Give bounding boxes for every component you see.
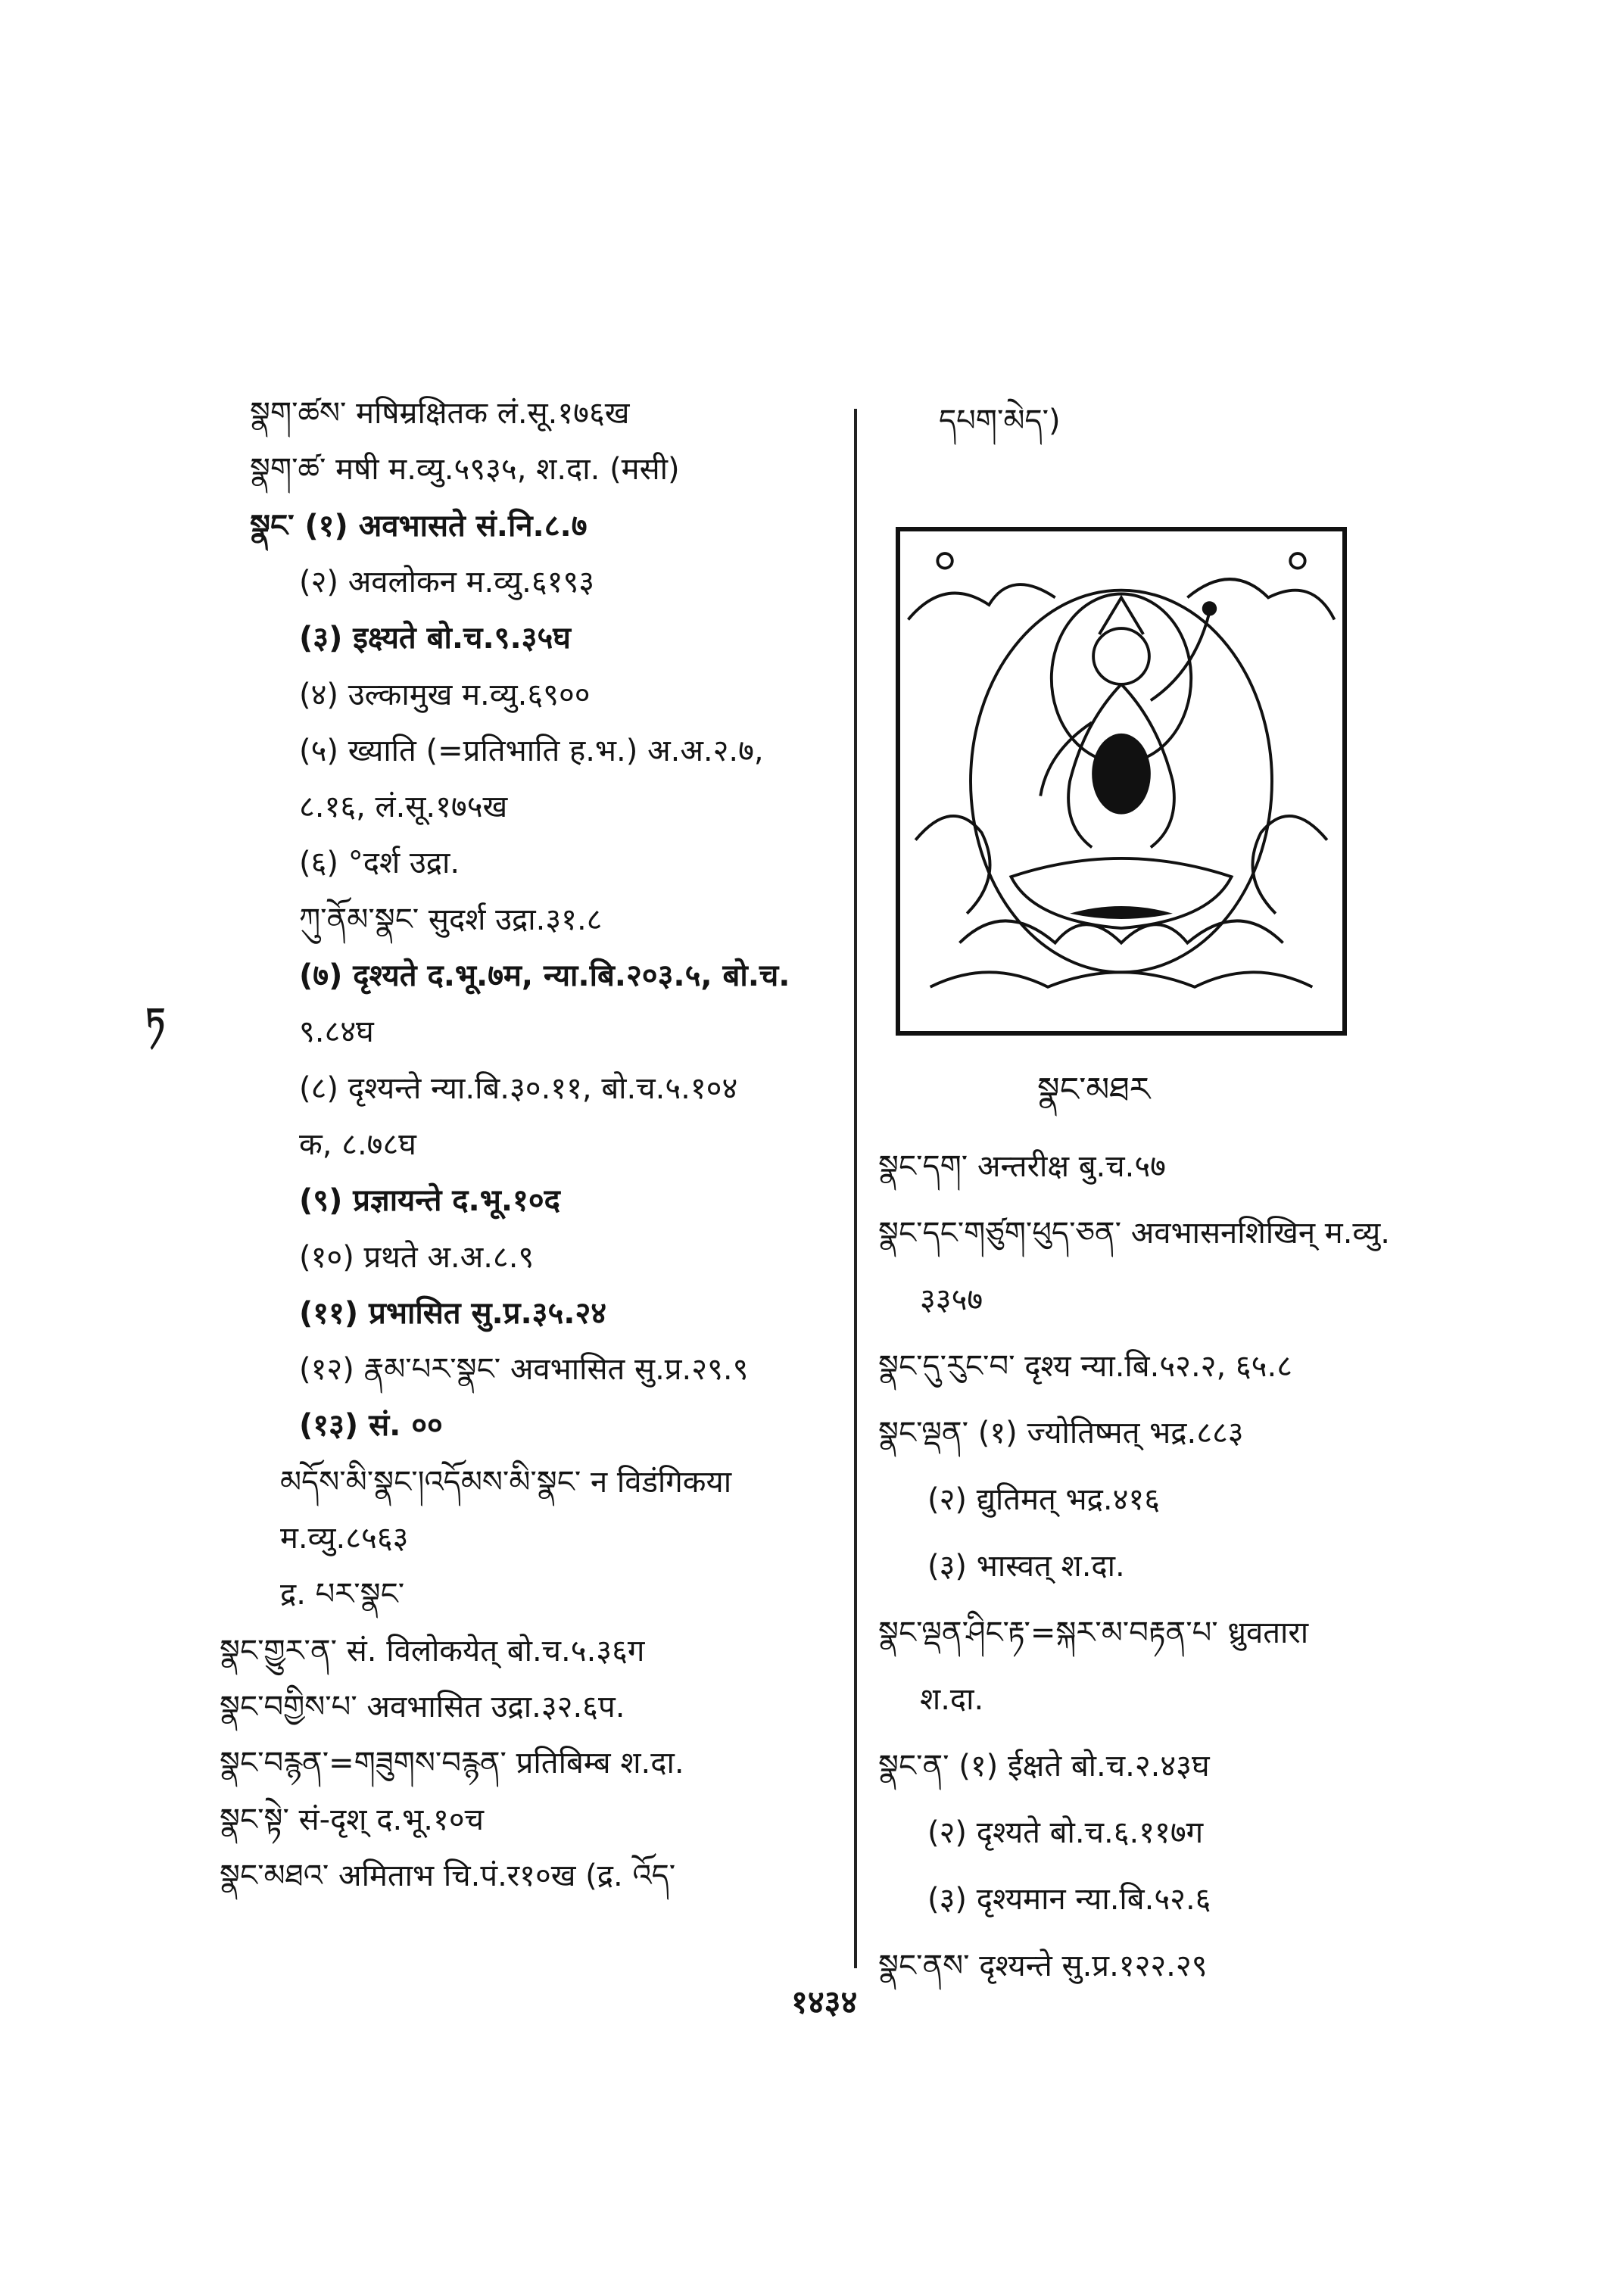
- dictionary-entry-line: (१०) प्रथते अ.अ.८.९: [299, 1239, 535, 1275]
- dictionary-entry-line-right: སྣང་ནས་ दृश्यन्ते सु.प्र.१२२.२९: [878, 1949, 1208, 1983]
- column-divider: [854, 409, 857, 1968]
- dictionary-entry-line: (१२) རྣམ་པར་སྣང་ अवभासित सु.प्र.२९.९: [299, 1352, 749, 1388]
- deity-illustration: [896, 527, 1347, 1036]
- dictionary-entry-line: སྣག་ཚས་ मषिम्रक्षितक लं.सू.१७६ख: [250, 396, 630, 431]
- dictionary-entry-line: སྣང་མཐའ་ अमिताभ चि.पं.र१०ख (द्र. འོད་: [220, 1858, 676, 1893]
- dictionary-entry-line: ९.८४घ: [299, 1014, 374, 1050]
- dictionary-entry-line: (७) दृश्यते द.भू.७म, न्या.बि.२०३.५, बो.च.: [299, 958, 790, 993]
- dictionary-entry-line: (४) उल्कामुख म.व्यु.६९००: [299, 677, 591, 712]
- dictionary-entry-line-right: (२) द्युतिमत् भद्र.४१६: [927, 1482, 1160, 1517]
- dictionary-entry-line: སྣང་བགྱིས་པ་ अवभासित उद्रा.३२.६प.: [220, 1689, 625, 1724]
- dictionary-entry-line: ८.१६, लं.सू.१७५ख: [299, 790, 508, 825]
- dictionary-entry-line-right: སྣང་ལྡན་ཤིང་རྟ་=སྐར་མ་བརྟན་པ་ ध्रुवतारा: [878, 1615, 1309, 1650]
- page-number: १४३४: [791, 1983, 858, 2020]
- dictionary-entry-line-right: (३) दृश्यमान न्या.बि.५२.६: [927, 1882, 1211, 1917]
- dictionary-entry-line: (२) अवलोकन म.व्यु.६१९३: [299, 564, 595, 600]
- dictionary-entry-line-right: (३) भास्वत् श.दा.: [927, 1549, 1125, 1584]
- dictionary-entry-line: द्र. པར་སྣང་: [280, 1577, 405, 1612]
- deity-illustration-drawing: [900, 531, 1342, 1031]
- figure-caption: སྣང་མཐར: [1037, 1070, 1151, 1109]
- dictionary-entry-line: (१३) सं. ००: [299, 1408, 443, 1444]
- dictionary-entry-line: क, ८.७८घ: [299, 1126, 416, 1162]
- dictionary-entry-line: སྣང་ (१) अवभासते सं.नि.८.७: [250, 508, 588, 544]
- dictionary-entry-line-right: སྣང་དུ་རུང་བ་ दृश्य न्या.बि.५२.२, ६५.८: [878, 1349, 1292, 1384]
- dictionary-entry-line: (११) प्रभासित सु.प्र.३५.२४: [299, 1295, 607, 1331]
- dictionary-entry-line: སྣང་སྟེ་ सं-दृश् द.भू.१०च: [220, 1802, 485, 1837]
- dictionary-entry-line: སྣང་བརྙན་=གཟུགས་བརྙན་ प्रतिबिम्ब श.दा.: [220, 1746, 684, 1781]
- dictionary-entry-line: ཀུ་ནོམ་སྣང་ सुदर्श उद्रा.३१.८: [299, 902, 603, 937]
- dictionary-entry-line: མདོས་མི་སྣང་།འདོམས་མི་སྣང་ न विडंगिकया: [280, 1464, 732, 1500]
- dictionary-entry-line-right: श.दा.: [920, 1682, 984, 1717]
- dictionary-entry-line-right: ३३५७: [920, 1282, 983, 1317]
- dictionary-entry-line-right: སྣང་ན་ (१) ईक्षते बो.च.२.४३घ: [878, 1749, 1210, 1784]
- dictionary-entry-line: (३) इक्ष्यते बो.च.९.३५घ: [299, 621, 571, 656]
- dictionary-entry-line: (९) प्रज्ञायन्ते द.भू.१०द: [299, 1183, 560, 1219]
- dictionary-entry-line: (८) दृश्यन्ते न्या.बि.३०.११, बो.च.५.१०४: [299, 1070, 738, 1106]
- dictionary-entry-line-right: སྣང་ལྡན་ (१) ज्योतिष्मत् भद्र.८८३: [878, 1416, 1244, 1450]
- dictionary-entry-line-right: སྣང་དག་ अन्तरीक्ष बु.च.५७: [878, 1149, 1166, 1184]
- dictionary-entry-line: म.व्यु.८५६३: [280, 1521, 409, 1556]
- dictionary-entry-line: (६) °दर्श उद्रा.: [299, 846, 460, 881]
- dictionary-entry-line: སྣང་གྱུར་ན་ सं. विलोकयेत् बो.च.५.३६ग: [220, 1633, 645, 1668]
- dictionary-entry-line: (५) ख्याति (=प्रतिभाति ह.भ.) अ.अ.२.७,: [299, 733, 764, 768]
- dictionary-entry-line-right: སྣང་དང་གཙུག་ཕུད་ཅན་ अवभासनशिखिन् म.व्यु.: [878, 1216, 1391, 1251]
- margin-letter-mark: ཏ: [145, 1000, 164, 1041]
- dictionary-entry-line: སྣག་ཚ་ मषी म.व्यु.५९३५, श.दा. (मसी): [250, 452, 680, 488]
- dictionary-entry-line-right: (२) दृश्यते बो.च.६.११७ग: [927, 1815, 1204, 1850]
- right-column-continuation: དཔག་མེད་): [939, 403, 1061, 438]
